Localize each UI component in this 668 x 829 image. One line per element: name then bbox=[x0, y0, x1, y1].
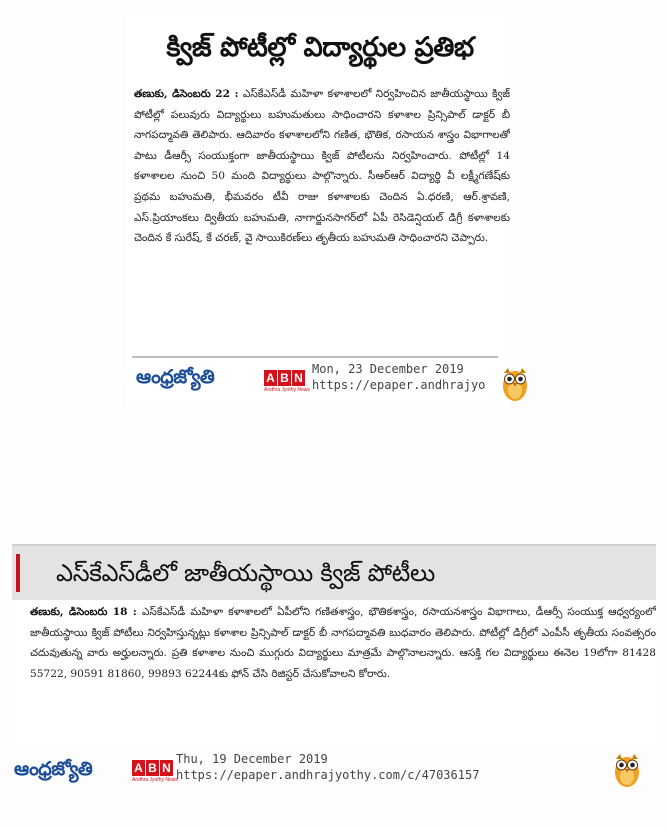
abn-logo bbox=[264, 370, 305, 386]
clipping-2-footer bbox=[14, 748, 654, 788]
clipping-2-date: Thu, 19 December 2019 bbox=[176, 752, 328, 766]
abn-letter: A bbox=[132, 760, 145, 776]
abn-letter: A bbox=[264, 370, 277, 386]
abn-logo bbox=[132, 760, 173, 776]
headline-accent-bar bbox=[16, 554, 20, 592]
andhrajyothy-logo: ఆంధ్రజ్యోతి bbox=[14, 758, 93, 780]
abn-letter: N bbox=[292, 370, 305, 386]
clipping-1-footer bbox=[136, 362, 536, 396]
clipping-2-url[interactable]: https://epaper.andhrajyothy.com/c/47036157 bbox=[176, 768, 480, 782]
clipping-2-headline-band bbox=[12, 544, 656, 600]
news-clipping-2 bbox=[12, 544, 656, 744]
owl-mascot-icon bbox=[612, 748, 642, 788]
clipping-2-body bbox=[30, 602, 656, 742]
clipping-1-footer-rule bbox=[132, 356, 498, 358]
news-clipping-1 bbox=[126, 14, 511, 406]
clipping-2-headline: ఎస్‌కేఎస్‌డీలో జాతీయస్థాయి క్విజ్ పోటీలు bbox=[56, 559, 435, 587]
clipping-1-text: ఎస్‌కేఎస్‌డీ మహిళా కళాశాలలో నిర్వహించిన జాతీయస్థాయి క్విజ్ పోటీల్లో పలువురు విద్యార్థులు బహుమతులు సాధించారని కళాశాల ప్రిన్సిపాల్ డాక్టర్ బీ నాగపద్మావతి తెలిపారు. ఆదివారం కళాశాలలోని గణిత, భౌతిక, రసాయన శాస్త్రం విభాగాలతో పాటు డీఆర్సీ సంయుక్తంగా జాతీయస్థాయి క్విజ్ పోటీలను నిర్వహించారు. పోటీల్లో 14 కళాశాలల నుంచి 50 మంది విద్యార్థులు పాల్గొన్నారు. సీఆర్‌ఆర్ విద్యార్థి వీ లక్ష్మీగణేష్‌కు ప్రథమ బహుమతి, భీమవరం టీవీ రాజు కళాశాలకు చెందిన ఏ.ధరణి, ఆర్.శ్రావణి, ఎస్.ప్రియాంకలు ద్వితీయ బహుమతి, నాగార్జునసాగర్‌లో ఏపీ రెసిడెన్షియల్ డిగ్రీ కళాశాలకు చెందిన కే సురేష్, కే చరణ్, వై సాయికిరణ్‌లు తృతీయ బహుమతి సాధించారని చెప్పారు. bbox=[134, 88, 510, 245]
abn-letter: N bbox=[160, 760, 173, 776]
andhrajyothy-logo: ఆంధ్రజ్యోతి bbox=[136, 366, 215, 388]
abn-tagline: Andhra Jyothy News bbox=[264, 387, 310, 393]
clipping-1-headline: క్విజ్ పోటీల్లో విద్యార్థుల ప్రతిభ bbox=[166, 32, 474, 63]
abn-tagline: Andhra Jyothy News bbox=[132, 777, 178, 783]
clipping-1-date: Mon, 23 December 2019 bbox=[312, 362, 464, 376]
clipping-2-dateline: తణుకు, డిసెంబరు 18 : bbox=[30, 606, 137, 618]
abn-letter: B bbox=[278, 370, 291, 386]
abn-letter: B bbox=[146, 760, 159, 776]
clipping-2-text: ఎస్‌కేఎస్‌డీ మహిళా కళాశాలలో ఏపీలోని గణితశాస్త్రం, భౌతికశాస్త్రం, రసాయనశాస్త్రం విభాగాలు, డీఆర్సీ సంయుక్త ఆధ్వర్యంలో జాతీయస్థాయి క్విజ్ పోటీలు నిర్వహిస్తున్నట్లు కళాశాల ప్రిన్సిపాల్ డాక్టర్ బీ నాగపద్మావతి బుధవారం తెలిపారు. పోటీల్లో డిగ్రీలో ఎంపీసీ తృతీయ సంవత్సరం చదువుతున్న వారు అర్హులన్నారు. ప్రతి కళాశాల నుంచి ముగ్గురు విద్యార్థులు మాత్రమే పాల్గొనాలన్నారు. ఆసక్తి గల విద్యార్థులు ఈనెల 19లోగా 81428 55722, 90591 81860, 99893 62244కు ఫోన్ చేసి రిజిస్టర్ చేసుకోవాలని కోరారు. bbox=[30, 606, 656, 680]
clipping-1-url[interactable]: https://epaper.andhrajyo bbox=[312, 378, 486, 392]
clipping-1-body bbox=[134, 84, 510, 364]
clipping-1-dateline: తణుకు, డిసెంబరు 22 : bbox=[134, 88, 239, 100]
owl-mascot-icon bbox=[500, 362, 530, 402]
